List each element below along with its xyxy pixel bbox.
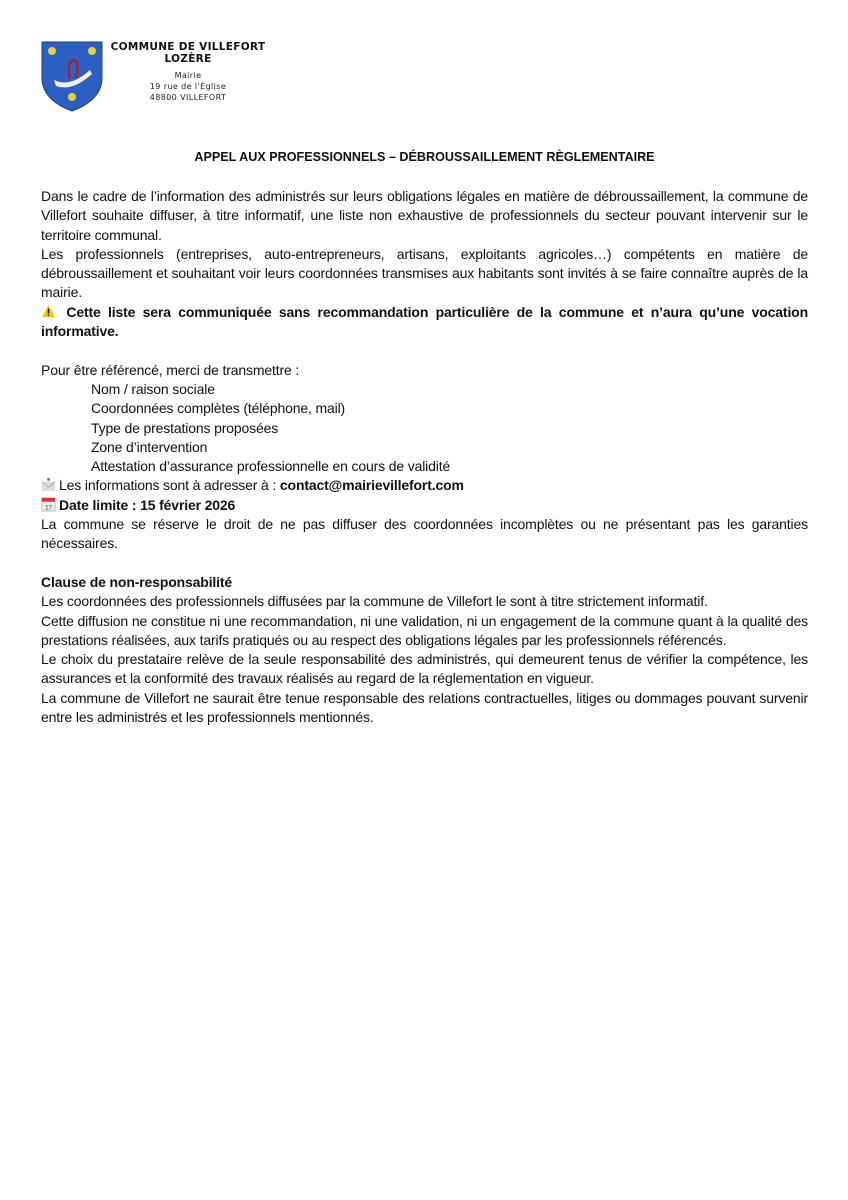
requirement-item: Attestation d’assurance professionnelle en cours de validité [91, 458, 451, 475]
intro-paragraph: Dans le cadre de l’information des administrés sur leurs obligations légales en matière de débroussaillement, la commune de Villefort souhaite diffuser, à titre informatif, une liste non exhaustive de professionnels du secteur pouvant intervenir sur le territoire communal. [41, 188, 808, 243]
contact-label: Les informations sont à adresser à : [59, 477, 280, 494]
requirement-item: Coordonnées complètes (téléphone, mail) [91, 400, 346, 417]
contact-line [41, 476, 808, 495]
envelope-icon [41, 477, 56, 492]
requirement-item: Nom / raison sociale [91, 380, 215, 397]
deadline-text: Date limite : 15 février 2026 [59, 496, 236, 513]
clause-heading [41, 573, 808, 592]
contact-email[interactable]: contact@mairievillefort.com [279, 477, 464, 494]
requirement-item: Zone d’intervention [91, 438, 208, 455]
street-address: 19 rue de l'Église [149, 82, 227, 91]
warning-paragraph [41, 303, 808, 342]
intro-paragraph: Les professionnels (entreprises, auto-entrepreneurs, artisans, exploitants agricoles…) compétents en matière de débroussaillement et souhaitant voir leurs coordonnées transmises aux habitants sont invités à se faire connaître auprès de la mairie. [41, 245, 808, 301]
clause-paragraph: Le choix du prestataire relève de la seule responsabilité des administrés, qui demeurent tenus de vérifier la compétence, les assurances et la conformité des travaux réalisés au regard de la réglementation en vigueur. [41, 651, 808, 687]
clause-paragraph: Les coordonnées des professionnels diffusées par la commune de Villefort le sont à titre strictement informatif. [41, 593, 708, 610]
requirement-item: Type de prestations proposées [91, 419, 279, 436]
clause-heading-text: Clause de non-responsabilité [41, 573, 233, 590]
requirements-lead: Pour être référencé, merci de transmettre : [41, 361, 300, 378]
department-name: LOZÈRE [164, 53, 212, 65]
clause-paragraph: Cette diffusion ne constitue ni une recommandation, ni une validation, ni un engagement de la commune quant à la qualité des prestations réalisées, aux tarifs pratiqués ou au respect des obligations légales par les professionnels référencés. [41, 612, 808, 648]
svg-text:17: 17 [44, 504, 53, 512]
warning-icon [41, 304, 56, 319]
commune-name: COMMUNE DE VILLEFORT [110, 41, 266, 53]
letterhead [40, 40, 272, 112]
document-body [41, 187, 808, 727]
clause-paragraph: La commune de Villefort ne saurait être tenue responsable des relations contractuelles, litiges ou dommages pouvant survenir entre les administrés et les professionnels mentionnés. [41, 689, 808, 726]
coat-of-arms-icon [40, 40, 104, 112]
deadline-line [41, 496, 808, 515]
warning-text: Cette liste sera communiquée sans recommandation particulière de la commune et n’aura qu’une vocation informative. [41, 303, 808, 340]
reserve-paragraph: La commune se réserve le droit de ne pas diffuser des coordonnées incomplètes ou ne présentant pas les garanties nécessaires. [41, 516, 808, 552]
office-name: Mairie [174, 71, 202, 80]
calendar-icon [41, 497, 56, 512]
document-title: APPEL AUX PROFESSIONNELS – DÉBROUSSAILLEMENT RÈGLEMENTAIRE [194, 150, 655, 164]
city-address: 48800 VILLEFORT [149, 93, 227, 102]
